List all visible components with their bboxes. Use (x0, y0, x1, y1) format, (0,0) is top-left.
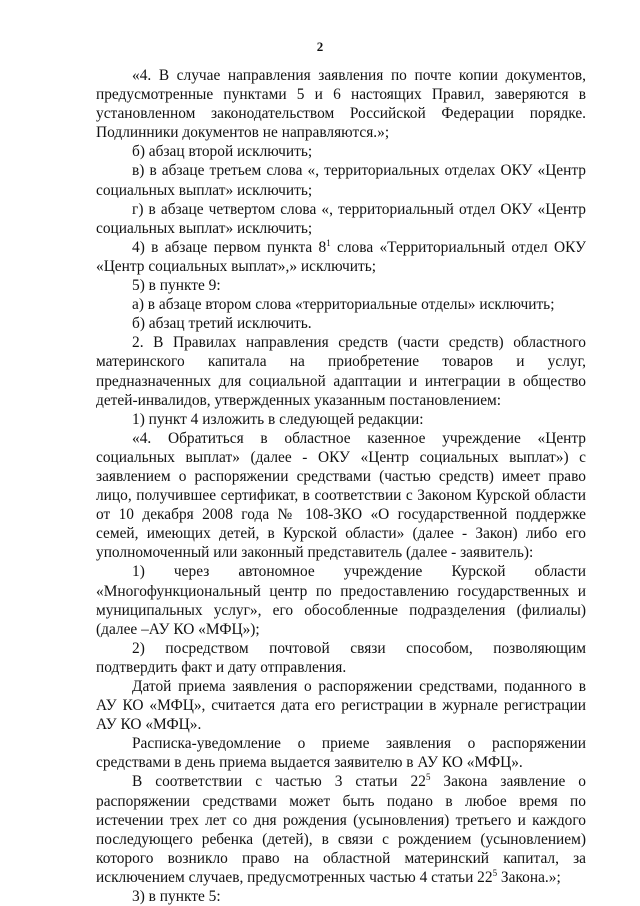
paragraph: «4. В случае направления заявления по почте копии документов, предусмотренные пунктами 5 и 6 настоящих Правил, заверяются в установленном законодательством Российской Федерации порядке. Подлинники документов не направляются.»; (96, 67, 586, 142)
paragraph-text: Закона заявление о распоряжении средствами может быть подано в любое время по истечении трех лет со дня рождения (усыновления) третьего и каждого последующего ребенка (детей), в связи с рождением (усыновлением) которого возникло право на областной материнский капитал, за исключением случаев, предусмотренных частью 4 статьи 22 (96, 773, 586, 886)
paragraph: 1) через автономное учреждение Курской области «Многофункциональный центр по предоставлению государственных и муниципальных услуг», его обособленные подразделения (филиалы) (далее –АУ КО «МФЦ»); (96, 563, 586, 638)
paragraph: «4. Обратиться в областное казенное учреждение «Центр социальных выплат» (далее - ОКУ «Центр социальных выплат») с заявлением о распоряжении средствами (частью средств) имеет право лицо, получившее сертификат, в соответствии с Законом Курской области от 10 декабря 2008 года № 108-ЗКО «О государственной поддержке семей, имеющих детей, в Курской области» (далее - Закон) либо его уполномоченный или законный представитель (далее - заявитель): (96, 429, 586, 562)
paragraph-text: слова «Территориальный отдел ОКУ «Центр социальных выплат»,» исключить; (96, 238, 586, 275)
paragraph-text: Закона.»; (497, 868, 561, 886)
paragraph: Расписка-уведомление о приеме заявления о распоряжении средствами в день приема выдается заявителю в АУ КО «МФЦ». (96, 735, 586, 772)
paragraph: 5) в пункте 9: (132, 277, 221, 295)
paragraph: 3) в пункте 5: (132, 888, 221, 906)
paragraph: а) в абзаце втором слова «территориальные отделы» исключить; (132, 296, 555, 314)
document-body (96, 66, 586, 906)
paragraph: г) в абзаце четвертом слова «, территориальный отдел ОКУ «Центр социальных выплат» исключить; (96, 200, 586, 237)
paragraph: 1) пункт 4 изложить в следующей редакции: (132, 410, 424, 428)
paragraph: Датой приема заявления о распоряжении средствами, поданного в АУ КО «МФЦ», считается дата его регистрации в журнале регистрации АУ КО «МФЦ». (96, 678, 586, 734)
paragraph: б) абзац третий исключить. (132, 315, 312, 333)
paragraph: в) в абзаце третьем слова «, территориальных отделах ОКУ «Центр социальных выплат» исключить; (96, 162, 586, 199)
paragraph-text: В соответствии с частью 3 статьи 22 (132, 773, 426, 791)
superscript: 5 (492, 867, 498, 878)
superscript: 1 (326, 237, 331, 248)
paragraph: 2. В Правилах направления средств (части средств) областного материнского капитала на приобретение товаров и услуг, предназначенных для социальной адаптации и интеграции в общество детей-инвалидов, утвержденных указанным постановлением: (96, 334, 586, 409)
paragraph: 2) посредством почтовой связи способом, позволяющим подтвердить факт и дату отправления. (96, 639, 586, 676)
paragraph: б) абзац второй исключить; (132, 143, 313, 161)
paragraph-text: 4) в абзаце первом пункта 8 (132, 238, 327, 256)
superscript: 5 (425, 772, 431, 783)
paragraph (96, 238, 586, 276)
paragraph (96, 772, 586, 887)
page-number: 2 (316, 39, 324, 54)
